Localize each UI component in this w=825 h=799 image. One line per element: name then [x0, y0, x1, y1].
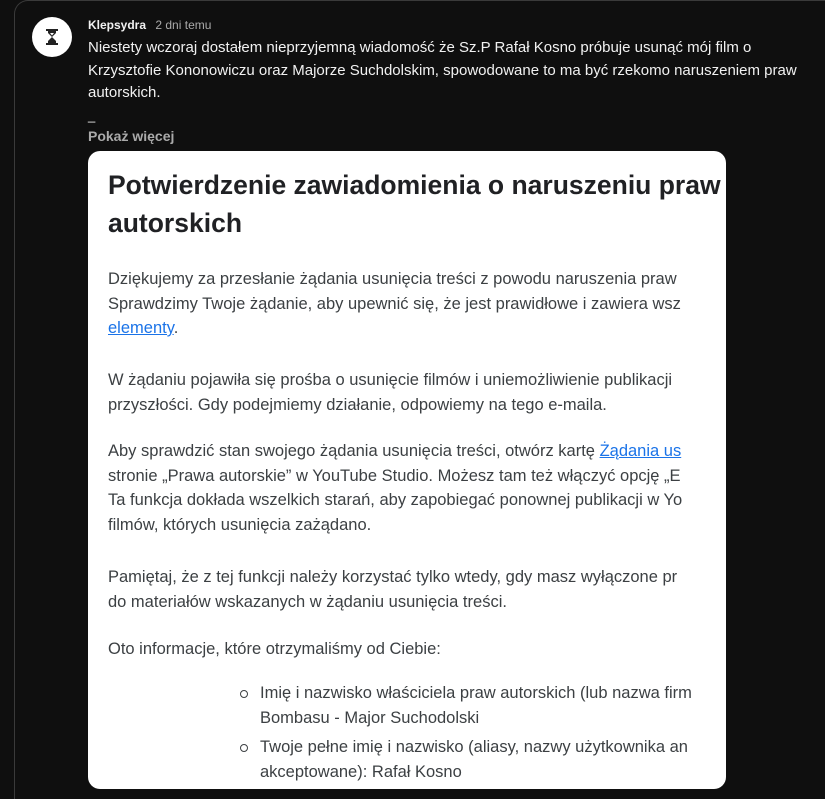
paragraph-2: W żądaniu pojawiła się prośba o usunięcie filmów i uniemożliwienie publikacji przyszłości. Gdy podejmiemy działanie, odpowiemy na tego e-maila. [108, 371, 673, 414]
bullet-icon [240, 690, 248, 698]
author-name[interactable]: Klepsydra [88, 18, 147, 32]
show-more-button[interactable]: Pokaż więcej [88, 128, 175, 144]
paragraph-4: Pamiętaj, że z tej funkcji należy korzystać tylko wtedy, gdy masz wyłączone pr do materiałów wskazanych w żądaniu usunięcia treści. [108, 568, 678, 611]
removal-requests-link[interactable]: Żądania us [599, 442, 682, 460]
comment-text: Niestety wczoraj dostałem nieprzyjemną wiadomość że Sz.P Rafał Kosno próbuje usunąć mój film o Krzysztofie Kononowiczu oraz Majorze Suchdolskim, spowodowane to ma być rzekomo naruszeniem praw autorskich. [88, 39, 797, 101]
avatar[interactable] [32, 17, 72, 57]
paragraph-5: Oto informacje, które otrzymaliśmy od Ciebie: [108, 640, 441, 658]
paragraph-1: Dziękujemy za przesłanie żądania usunięcia treści z powodu naruszenia praw Sprawdzimy Twoje żądanie, aby upewnić się, że jest prawidłowe i zawiera wsz elementy. [108, 270, 681, 337]
timestamp[interactable]: 2 dni temu [155, 18, 212, 32]
text-separator: _ [88, 108, 96, 123]
elements-link[interactable]: elementy [108, 319, 174, 337]
document-title: Potwierdzenie zawiadomienia o naruszeniu praw autorskich [108, 170, 721, 238]
paragraph-3: Aby sprawdzić stan swojego żądania usunięcia treści, otwórz kartę Żądania us stronie „Prawa autorskie” w YouTube Studio. Możesz tam też włączyć opcję „E Ta funkcja dokłada wszelkich starań, aby zapobiegać ponownej publikacji w Yo filmów, których usunięcia zażądano. [108, 442, 683, 534]
comment-header [88, 17, 211, 33]
bullet-icon [240, 744, 248, 752]
attached-image[interactable]: Potwierdzenie zawiadomienia o naruszeniu praw autorskich Dziękujemy za przesłanie żądania usunięcia treści z powodu naruszenia praw Sprawdzimy Twoje żądanie, aby upewnić się, że jest prawidłowe i zawiera wsz elementy. W żądaniu pojawiła się prośba o usunięcie filmów i uniemożliwienie publikacji przyszłości. Gdy podejmiemy działanie, odpowiemy na tego e-maila. Aby sprawdzić stan swojego żądania usunięcia treści, otwórz kartę Żądania us stronie „Prawa autorskie” w YouTube Studio. Możesz tam też włączyć opcję „E Ta funkcja dokłada wszelkich starań, aby zapobiegać ponownej publikacji w Yo filmów, których usunięcia zażądano. Pamiętaj, że z tej funkcji należy korzystać tylko wtedy, gdy masz wyłączone pr do materiałów wskazanych w żądaniu usunięcia treści. Oto informacje, które otrzymaliśmy od Ciebie: Imię i nazwisko właściciela praw autorskich (lub nazwa firm Bombasu - Major Suchodolski Twoje pełne imię i nazwisko (aliasy, nazwy użytkownika an akceptowane): Rafał Kosno [88, 151, 726, 789]
hourglass-icon [45, 28, 59, 46]
